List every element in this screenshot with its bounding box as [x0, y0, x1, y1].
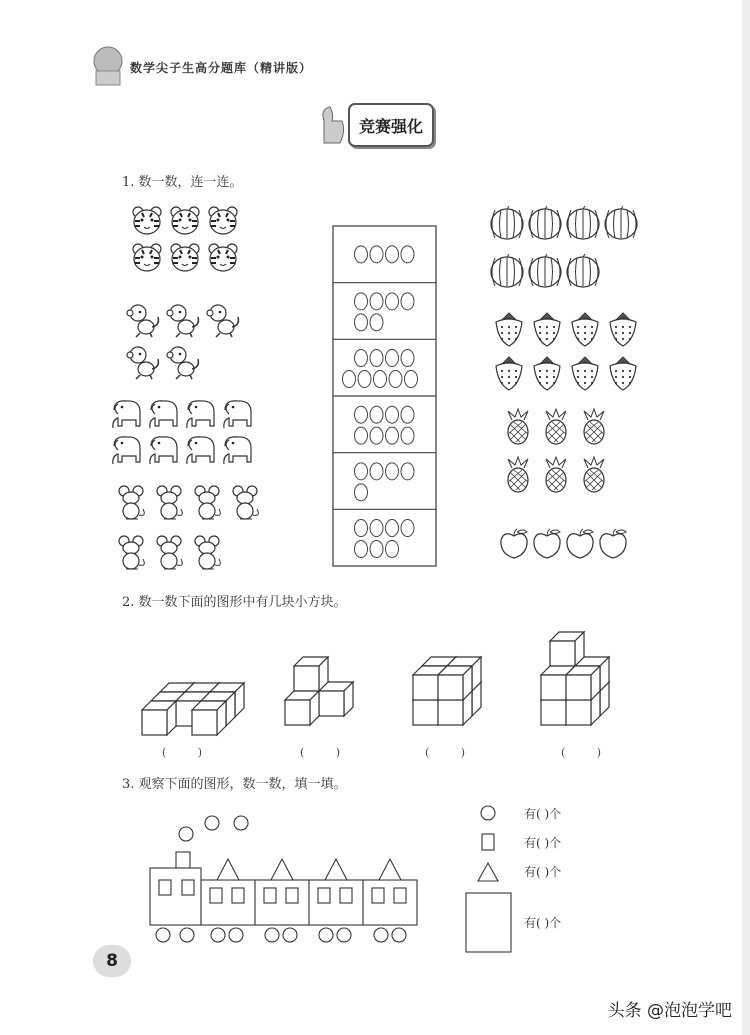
wheel-circle: [229, 928, 243, 942]
watermark: 头条 @泡泡学吧: [607, 1001, 732, 1021]
apple-icon: [501, 529, 527, 558]
window-square: [318, 888, 330, 903]
window-square: [232, 888, 244, 903]
strawberry-icon: [572, 357, 598, 390]
window-square: [286, 888, 298, 903]
elephant-icon: [187, 401, 214, 428]
apple-icon: [534, 529, 560, 558]
mouse-icon: [157, 486, 182, 519]
strawberry-icon: [610, 313, 636, 346]
watermelon-icon: [491, 254, 523, 287]
cube-figure-1: [142, 683, 244, 735]
cube-figure-4: [541, 632, 609, 725]
pineapple-icon: [546, 409, 566, 444]
window-square: [182, 880, 194, 895]
elephant-icon: [113, 437, 140, 464]
thumbs-up-icon: [323, 107, 344, 143]
roof-triangle: [379, 859, 401, 880]
mouse-icon: [233, 486, 258, 519]
train-car: [363, 880, 417, 925]
elephant-icon: [224, 401, 251, 428]
smoke-circle: [234, 816, 248, 830]
pineapple-icon: [584, 409, 604, 444]
wheel-circle: [392, 928, 406, 942]
strawberry-icon: [534, 357, 560, 390]
mouse-icon: [195, 536, 220, 569]
square-count-blank[interactable]: 有( )个: [524, 836, 562, 850]
author-avatar-icon: [94, 47, 122, 85]
wheel-circle: [211, 928, 225, 942]
wheel-circle: [337, 928, 351, 942]
window-square: [264, 888, 276, 903]
book-title: 数学尖子生高分题库（精讲版）: [130, 61, 313, 75]
tiger-icon: [133, 244, 161, 271]
roof-triangle: [217, 859, 239, 880]
apple-icon: [567, 529, 593, 558]
monkey-icon: [127, 305, 158, 337]
wheel-circle: [319, 928, 333, 942]
tiger-icon: [171, 207, 199, 234]
answer-blank-3[interactable]: ( ): [425, 746, 480, 759]
watermelon-icon: [605, 206, 637, 239]
wheel-circle: [283, 928, 297, 942]
monkey-icon: [167, 347, 198, 379]
elephant-icon: [187, 437, 214, 464]
elephant-icon: [224, 437, 251, 464]
roof-triangle: [271, 859, 293, 880]
elephant-icon: [113, 401, 140, 428]
watermelon-icon: [567, 254, 599, 287]
strawberry-icon: [496, 313, 522, 346]
monkey-icon: [207, 305, 238, 337]
pineapple-icon: [508, 457, 528, 492]
cube-figure-3: [413, 657, 481, 725]
monkey-icon: [127, 347, 158, 379]
triangle-count-blank[interactable]: 有( )个: [524, 865, 562, 879]
triangle-shape-icon: [478, 863, 498, 881]
mouse-icon: [119, 486, 144, 519]
answer-blank-2[interactable]: ( ): [300, 746, 355, 759]
train-car: [309, 880, 363, 925]
smoke-circle: [179, 827, 193, 841]
train-car: [201, 880, 255, 925]
question-2-text: 2. 数一数下面的图形中有几块小方块。: [122, 595, 347, 610]
tiger-icon: [209, 207, 237, 234]
circle-count-blank[interactable]: 有( )个: [524, 807, 562, 821]
wheel-circle: [156, 928, 170, 942]
train-car: [255, 880, 309, 925]
pineapple-icon: [584, 457, 604, 492]
tiger-icon: [171, 244, 199, 271]
wheel-circle: [374, 928, 388, 942]
answer-blank-4[interactable]: ( ): [561, 746, 616, 759]
window-square: [394, 888, 406, 903]
circle-shape-icon: [481, 806, 495, 820]
watermelon-icon: [529, 206, 561, 239]
watermelon-icon: [567, 206, 599, 239]
watermelon-icon: [491, 206, 523, 239]
tiger-icon: [133, 207, 161, 234]
roof-triangle: [325, 859, 347, 880]
section-banner-label: 竞赛强化: [358, 116, 423, 136]
strawberry-icon: [610, 357, 636, 390]
window-square: [210, 888, 222, 903]
window-square: [372, 888, 384, 903]
train-cab: [150, 868, 201, 925]
strawberry-icon: [534, 313, 560, 346]
apple-icon: [600, 529, 626, 558]
window-square: [159, 880, 171, 895]
monkey-icon: [167, 305, 198, 337]
question-3-text: 3. 观察下面的图形，数一数，填一填。: [122, 777, 347, 792]
answer-blank-1[interactable]: ( ): [162, 746, 217, 759]
section-banner: [348, 103, 434, 147]
mouse-icon: [195, 486, 220, 519]
smoke-circle: [205, 816, 219, 830]
window-square: [340, 888, 352, 903]
chimney-square: [176, 852, 190, 868]
question-1-text: 1. 数一数，连一连。: [122, 175, 243, 190]
wheel-circle: [180, 928, 194, 942]
rectangle-count-blank[interactable]: 有( )个: [524, 916, 562, 930]
pineapple-icon: [546, 457, 566, 492]
mouse-icon: [157, 536, 182, 569]
strawberry-icon: [496, 357, 522, 390]
cube-figure-2: [285, 657, 353, 725]
elephant-icon: [150, 437, 177, 464]
strawberry-icon: [572, 313, 598, 346]
train-figure: [150, 816, 417, 942]
rectangle-shape-icon: [466, 893, 511, 952]
pineapple-icon: [508, 409, 528, 444]
elephant-icon: [150, 401, 177, 428]
tiger-icon: [209, 244, 237, 271]
watermelon-icon: [529, 254, 561, 287]
page-number: 8: [93, 945, 131, 977]
square-shape-icon: [482, 834, 494, 850]
mouse-icon: [119, 536, 144, 569]
wheel-circle: [265, 928, 279, 942]
